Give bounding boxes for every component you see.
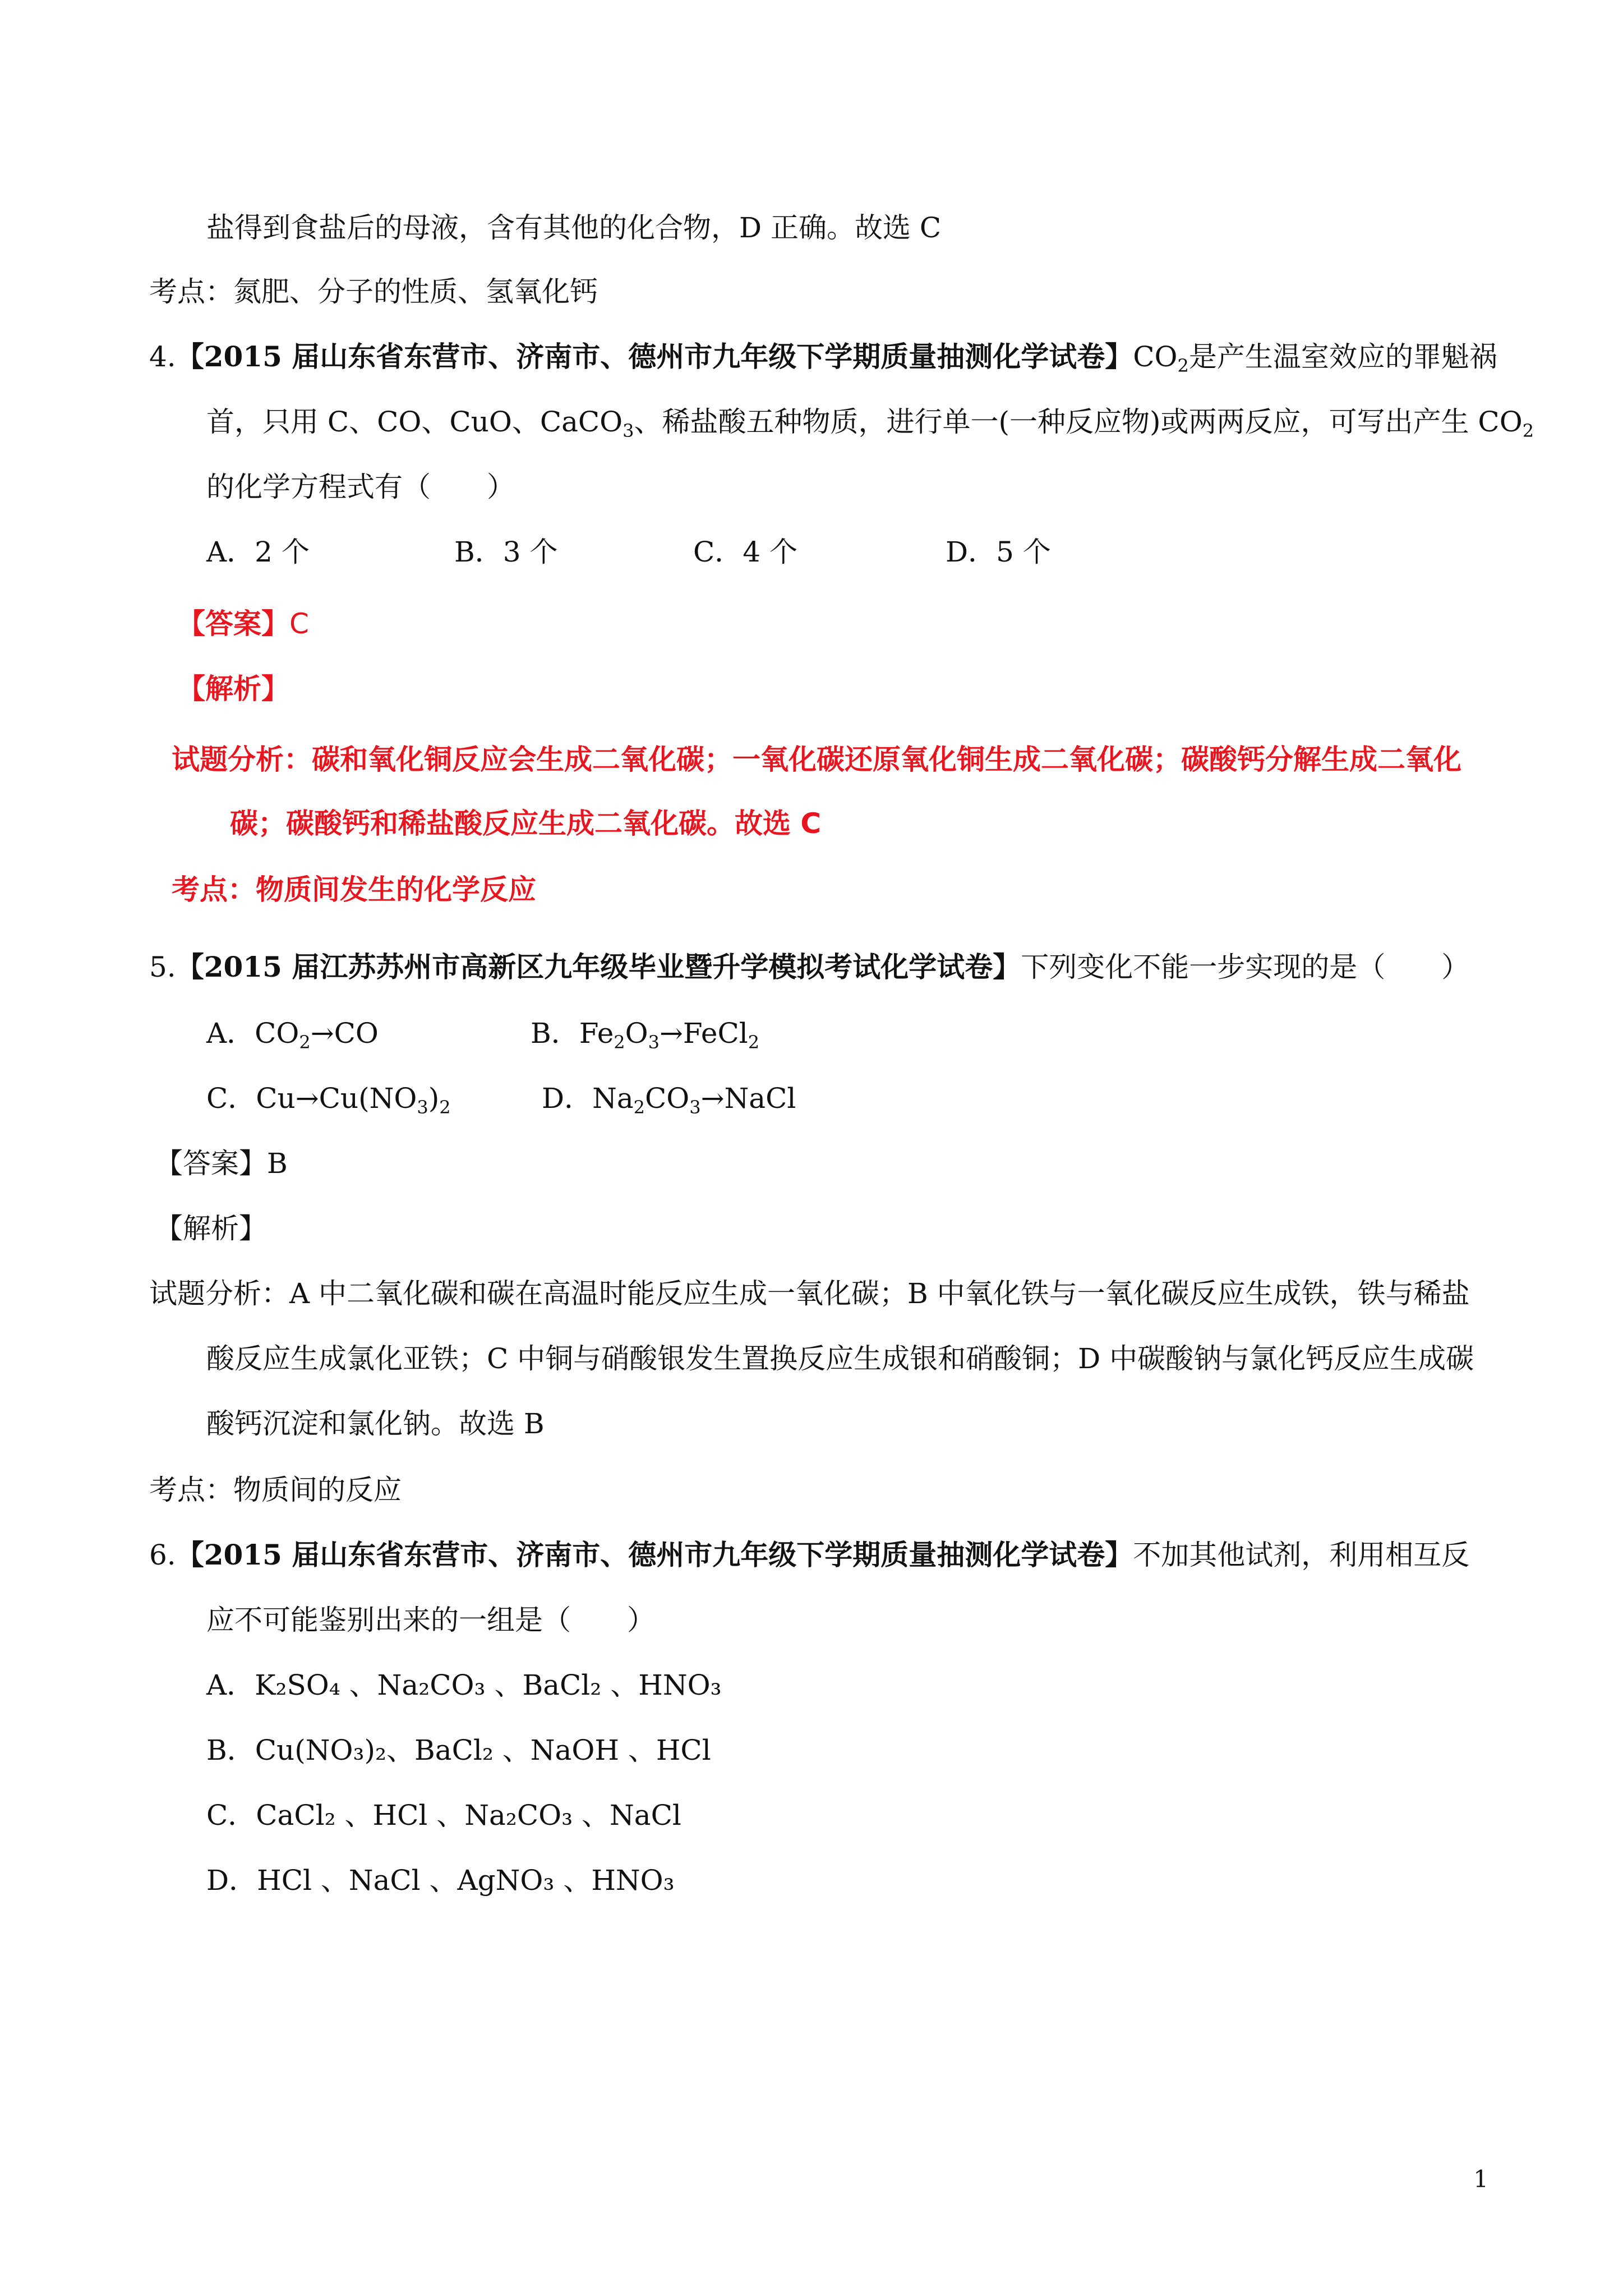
q5-option-b: B．$Fe_2O_3\to FeCl_2$ (531, 1017, 760, 1053)
q5-stem: 5.【2015 届江苏苏州市高新区九年级毕业暨升学模拟考试化学试卷】下列变化不能一步实现的是（ ） (149, 950, 1470, 983)
q5-option-a: A．$CO_2\to CO$ (206, 1017, 379, 1053)
q6-option-a: A．K₂SO₄ 、Na₂CO₃ 、BaCl₂ 、HNO₃ (206, 1669, 722, 1701)
q6-number: 6. (149, 1539, 176, 1571)
q4-answer: 【答案】C (177, 608, 309, 640)
q6-option-c: C．CaCl₂ 、HCl 、Na₂CO₃ 、NaCl (206, 1799, 681, 1832)
q3-kaodian: 考点：氮肥、分子的性质、氢氧化钙 (149, 275, 598, 308)
q4-kaodian: 考点：物质间发生的化学反应 (172, 873, 536, 906)
q6-option-d: D．HCl 、NaCl 、AgNO₃ 、HNO₃ (206, 1864, 675, 1897)
q4-analysis-line2: 碳；碳酸钙和稀盐酸反应生成二氧化碳。故选 C (230, 807, 822, 840)
q6-source: 【2015 届山东省东营市、济南市、德州市九年级下学期质量抽测化学试卷】 (176, 1538, 1133, 1571)
q4-analysis-label: 【解析】 (177, 673, 289, 705)
q5-answer: 【答案】B (155, 1147, 288, 1180)
q4-option-a: A．2 个 (206, 536, 310, 568)
q4-stem-text: 是产生温室效应的罪魁祸 (1188, 341, 1497, 373)
q5-option-c: C．$Cu\to Cu(NO_3)_2$ (206, 1082, 451, 1118)
q4-analysis-line1: 试题分析：碳和氧化铜反应会生成二氧化碳；一氧化碳还原氧化铜生成二氧化碳；碳酸钙分解生成二氧化 (172, 743, 1461, 776)
q4-option-d: D．5 个 (946, 536, 1051, 568)
q6-option-b: B．Cu(NO₃)₂、BaCl₂ 、NaOH 、HCl (206, 1734, 711, 1766)
q5-number: 5. (149, 951, 176, 983)
page-number: 1 (1473, 2165, 1488, 2193)
q5-kaodian: 考点：物质间的反应 (149, 1474, 402, 1506)
q4-stem-line3: 的化学方程式有（ ） (206, 471, 515, 503)
q6-stem-line1: 6.【2015 届山东省东营市、济南市、德州市九年级下学期质量抽测化学试卷】不加其他试剂，利用相互反 (149, 1538, 1470, 1571)
q4-co2: CO (1133, 341, 1178, 373)
q3-continuation: 盐得到食盐后的母液，含有其他的化合物，D 正确。故选 C (206, 211, 942, 244)
q5-source: 【2015 届江苏苏州市高新区九年级毕业暨升学模拟考试化学试卷】 (176, 950, 1021, 983)
q6-stem-line2: 应不可能鉴别出来的一组是（ ） (206, 1604, 655, 1636)
q5-analysis-line2: 酸反应生成氯化亚铁；C 中铜与硝酸银发生置换反应生成银和硝酸铜；D 中碳酸钠与氯化钙反应生成碳 (206, 1342, 1474, 1375)
q4-option-b: B．3 个 (454, 536, 558, 568)
q5-analysis-line1: 试题分析：A 中二氧化碳和碳在高温时能反应生成一氧化碳；B 中氧化铁与一氧化碳反应生成铁，铁与稀盐 (149, 1277, 1470, 1310)
q4-option-c: C．4 个 (693, 536, 797, 568)
q4-stem-line1: 4.【2015 届山东省东营市、济南市、德州市九年级下学期质量抽测化学试卷】$CO_2$是产生温室效应的罪魁祸 (149, 340, 1497, 376)
q4-number: 4. (149, 341, 176, 373)
q5-analysis-label: 【解析】 (155, 1212, 267, 1245)
q4-stem-line2: 首，只用 C、CO、CuO、CaCO$_3$、稀盐酸五种物质，进行单一(一种反应物)或两两反应，可写出产生 $CO_2$ (206, 406, 1534, 441)
q5-analysis-line3: 酸钙沉淀和氯化钠。故选 B (206, 1407, 545, 1440)
q4-source: 【2015 届山东省东营市、济南市、德州市九年级下学期质量抽测化学试卷】 (176, 340, 1133, 373)
q5-option-d: D．$Na_2CO_3\to NaCl$ (542, 1082, 796, 1118)
